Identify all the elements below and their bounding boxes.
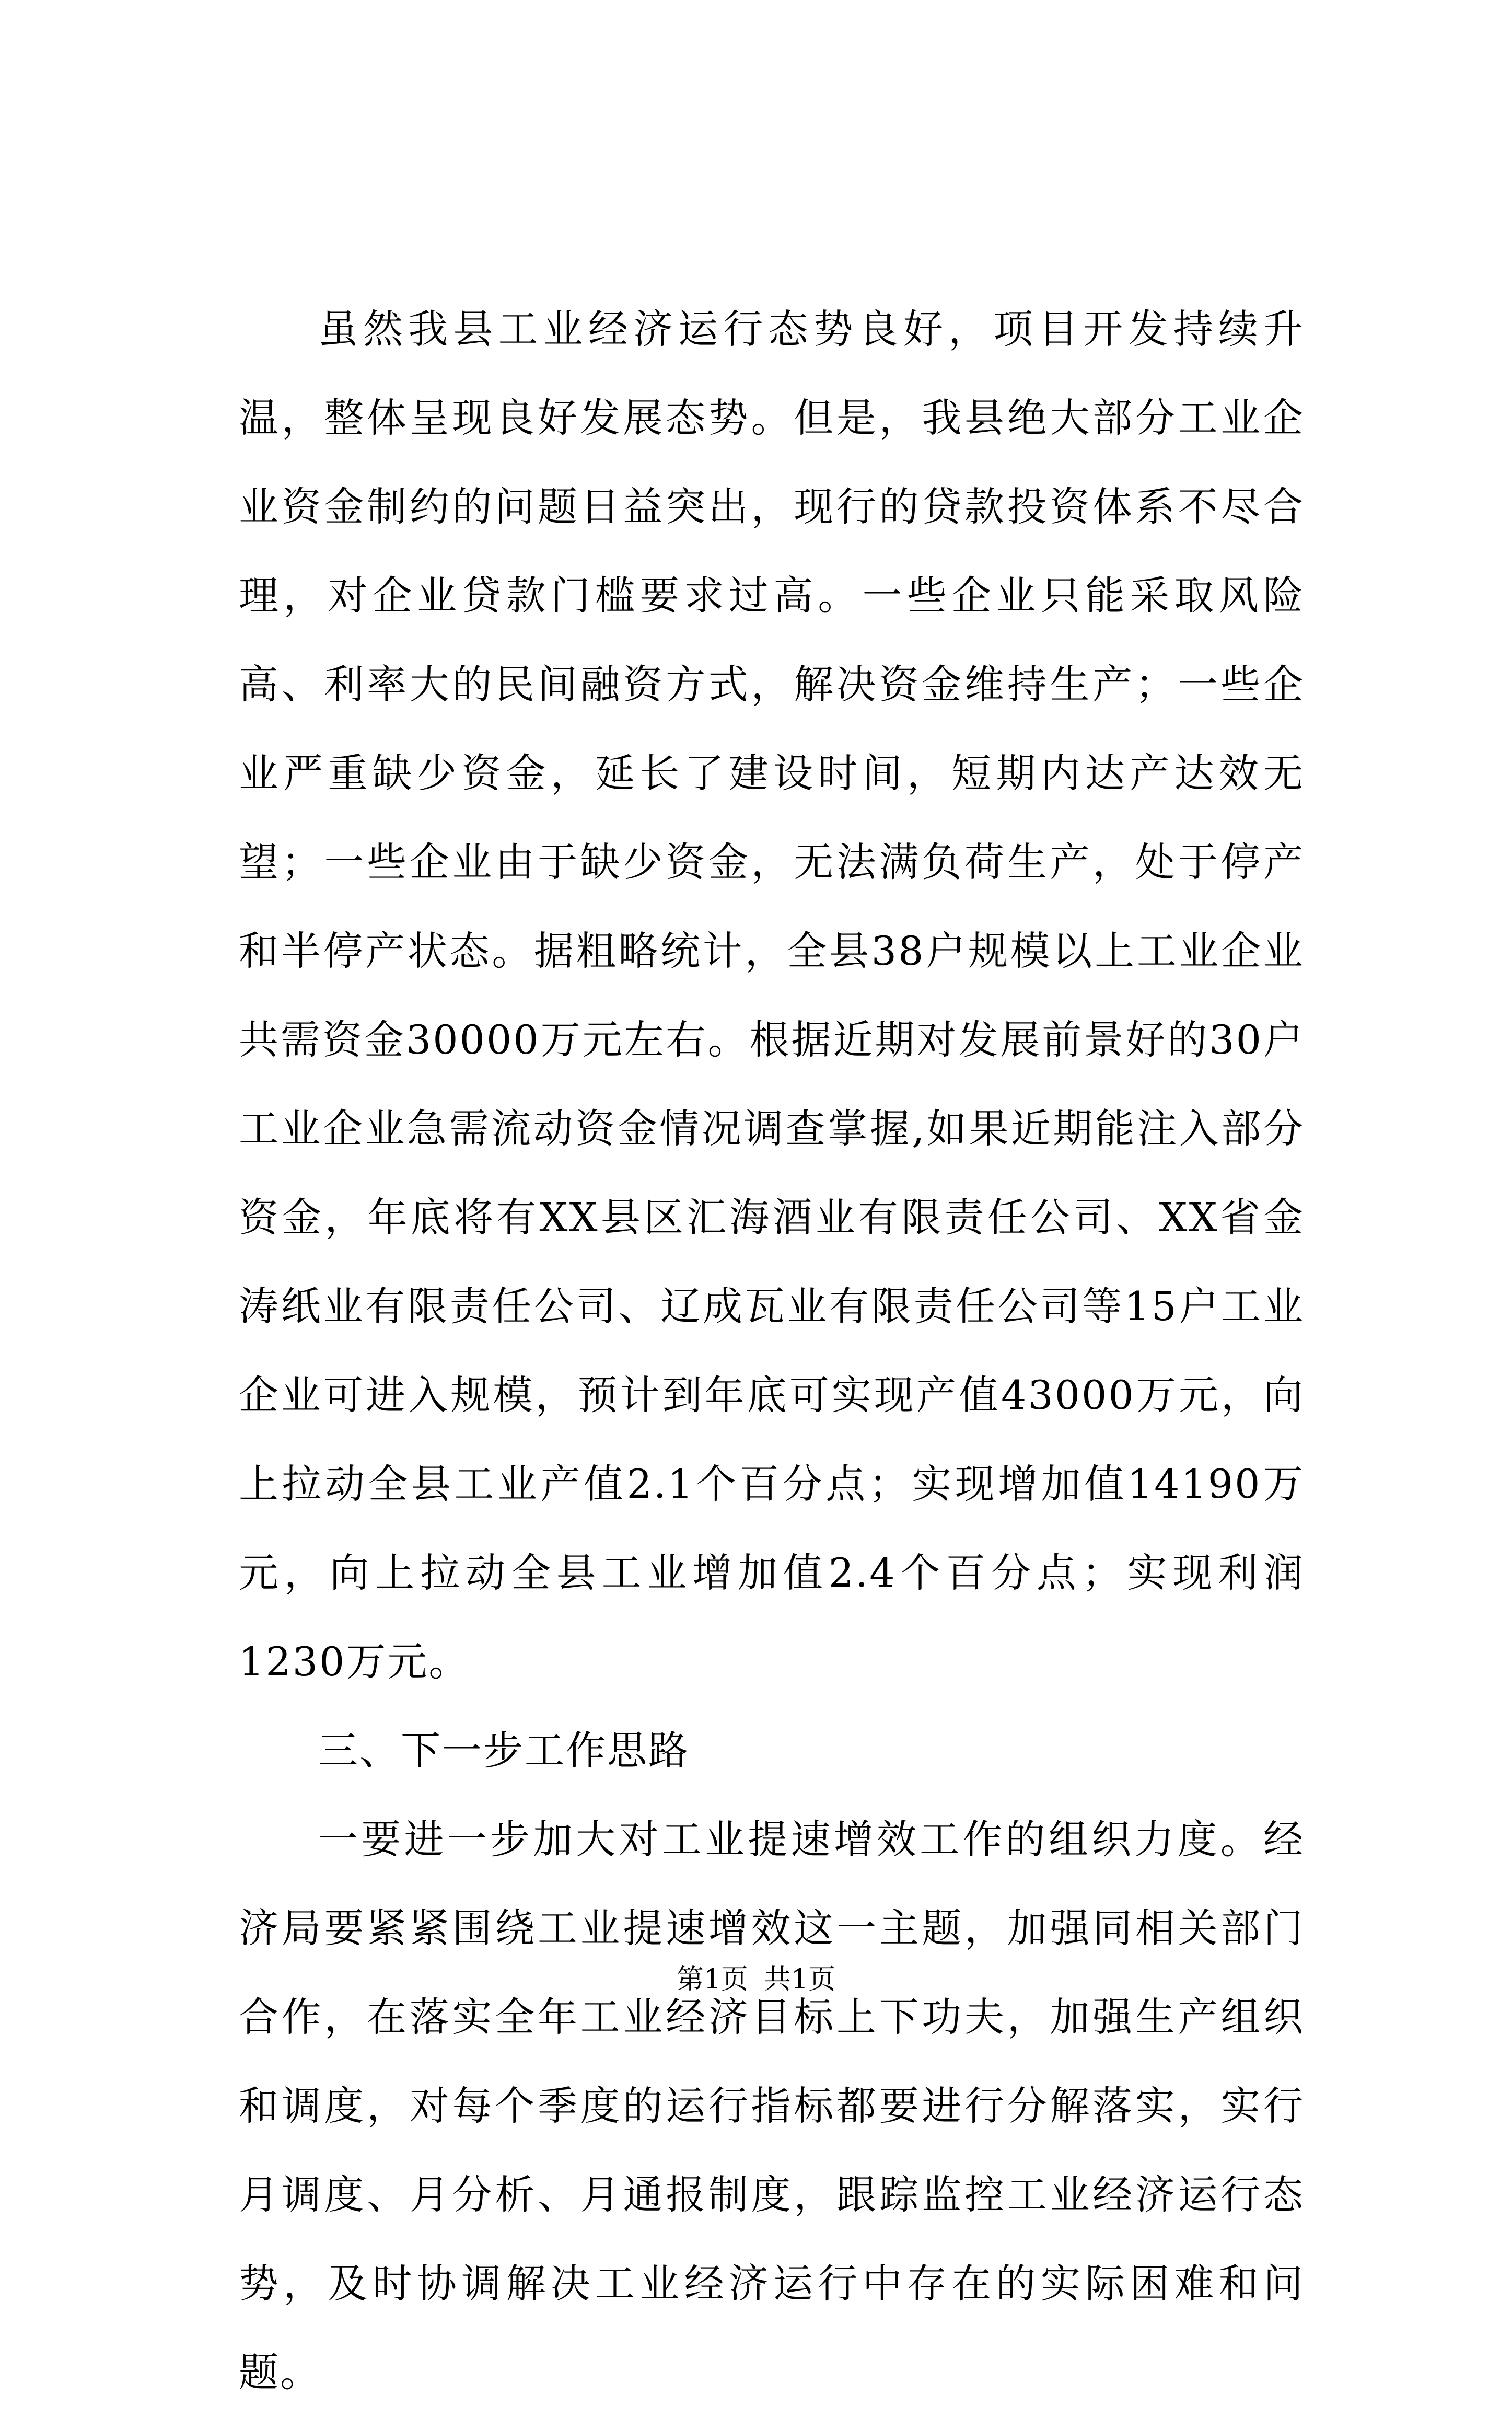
page-total: 共1页 — [764, 1964, 836, 1995]
document-body — [239, 285, 1305, 2417]
paragraph-funding-constraints: 虽然我县工业经济运行态势良好，项目开发持续升温，整体呈现良好发展态势。但是，我县绝大部分工业企业资金制约的问题日益突出，现行的贷款投资体系不尽合理，对企业贷款门槛要求过高。一些企业只能采取风险高、利率大的民间融资方式，解决资金维持生产；一些企业严重缺少资金，延长了建设时间，短期内达产达效无望；一些企业由于缺少资金，无法满负荷生产，处于停产和半停产状态。据粗略统计，全县38户规模以上工业企业共需资金30000万元左右。根据近期对发展前景好的30户工业企业急需流动资金情况调查掌握,如果近期能注入部分资金，年底将有XX县区汇海酒业有限责任公司、XX省金涛纸业有限责任公司、辽成瓦业有限责任公司等15户工业企业可进入规模，预计到年底可实现产值43000万元，向上拉动全县工业产值2.1个百分点；实现增加值14190万元，向上拉动全县工业增加值2.4个百分点；实现利润1230万元。 — [239, 306, 1305, 1685]
paragraph-organization-effort: 一要进一步加大对工业提速增效工作的组织力度。经济局要紧紧围绕工业提速增效这一主题，加强同相关部门合作，在落实全年工业经济目标上下功夫，加强生产组织和调度，对每个季度的运行指标都要进行分解落实，实行月调度、月分析、月通报制度，跟踪监控工业经济运行态势，及时协调解决工业经济运行中存在的实际困难和问题。 — [239, 1816, 1305, 2396]
section-heading-next-steps: 三、下一步工作思路 — [318, 1727, 690, 1774]
page-number: 第1页 — [676, 1964, 748, 1995]
page-footer — [0, 1957, 1512, 1996]
